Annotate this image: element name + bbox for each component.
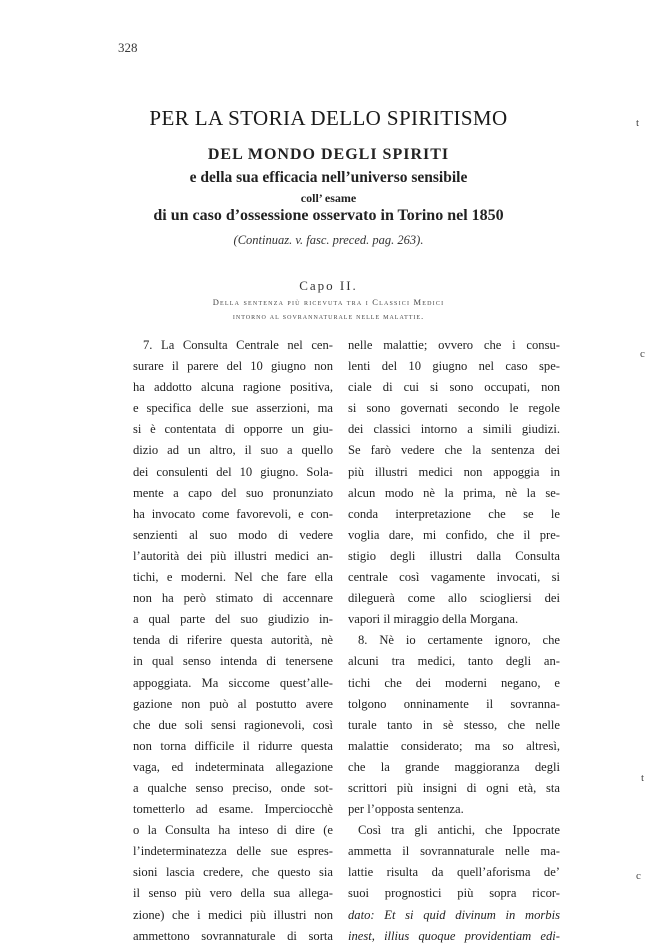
text-line: tenda di riferire questa autorità, nè xyxy=(133,633,333,648)
text-line: sioni lascia credere, che questo sia xyxy=(133,865,333,880)
text-line: alcuni tra medici, tanto degli an- xyxy=(348,654,560,669)
text-line: si è contentata di opporre un giu- xyxy=(133,422,333,437)
text-line: inest, illius quoque providentiam edi- xyxy=(348,928,560,943)
text-line: senzienti al suo modo di vedere xyxy=(133,527,333,542)
text-line: più illustri medici non appoggia in xyxy=(348,464,560,479)
text-line: in qual senso intenda di tenersene xyxy=(133,654,333,669)
text-line: per l’opposta sentenza. xyxy=(348,802,464,817)
chapter-heading: Capo II. xyxy=(299,278,358,293)
text-line: vaga, ed indeterminata allegazione xyxy=(133,759,333,774)
text-line: l’autorità dei più illustri medici an- xyxy=(133,548,333,563)
text-line: 8. Nè io certamente ignoro, che xyxy=(358,633,560,648)
text-line: lenti del 10 giugno nel caso spe- xyxy=(348,359,560,374)
margin-mark: c xyxy=(636,870,641,882)
chapter-subheading-2: intorno al sovrannaturale nelle malattie. xyxy=(232,312,425,321)
left-column xyxy=(133,335,333,947)
margin-mark: t xyxy=(641,772,645,784)
page-title: PER LA STORIA DELLO SPIRITISMO xyxy=(149,106,508,130)
text-line: voglia dare, mi confido, che il pre- xyxy=(348,527,560,542)
text-line: appoggiata. Ma siccome quest’alle- xyxy=(133,675,333,690)
text-line: dileguerà come allo sciogliersi dei xyxy=(348,591,560,606)
text-line: vapori il miraggio della Morgana. xyxy=(348,612,519,627)
text-line: ammettono sovrannaturale di sorta xyxy=(133,928,333,943)
text-line: malattie considerato; ma so altresì, xyxy=(348,738,560,753)
text-line: centrale così vagamente invocati, si xyxy=(348,570,560,585)
text-line: l’indeterminatezza delle sue espres- xyxy=(133,844,333,859)
text-line: turale tanto in sè stesso, che nelle xyxy=(348,717,560,732)
text-line: e specifica delle sue asserzioni, ma xyxy=(133,401,333,416)
text-line: conda interpretazione che se le xyxy=(348,506,560,521)
text-line: scrittori più insigni di ogni età, sta xyxy=(348,780,560,795)
text-line: dei classici intorno a simili giudizi. xyxy=(348,422,560,437)
subtitle-2: e della sua efficacia nell’universo sensibile xyxy=(189,169,468,186)
subtitle-3: coll’ esame xyxy=(300,191,357,205)
text-line: dei consulenti del 10 giugno. Sola- xyxy=(133,464,333,479)
text-line: Così tra gli antichi, che Ippocrate xyxy=(358,823,560,838)
continuation-note: (Continuaz. v. fasc. preced. pag. 263). xyxy=(233,233,424,247)
margin-mark: c xyxy=(640,348,645,360)
text-line: nelle malattie; ovvero che i consu- xyxy=(348,338,560,352)
text-line: dizio ad un altro, il suo a quello xyxy=(133,443,333,458)
text-line: tichi che dei moderni negano, e xyxy=(348,675,560,690)
text-line: non ha però stimato di accennare xyxy=(133,591,333,606)
margin-mark: t xyxy=(636,117,640,129)
text-line: alcun modo nè la prima, nè la se- xyxy=(348,485,560,500)
text-line: o la Consulta ha inteso di dire (e xyxy=(133,823,333,838)
text-line: gazione non può al postutto avere xyxy=(133,696,333,711)
text-line: 7. La Consulta Centrale nel cen- xyxy=(143,338,333,352)
subtitle-1: DEL MONDO DEGLI SPIRITI xyxy=(207,146,450,163)
text-line: suoi prognostici più sopra ricor- xyxy=(348,886,560,901)
chapter-subheading-1: Della sentenza più ricevuta tra i Classici Medici xyxy=(212,297,445,307)
text-line: tometterlo ad esame. Imperciocchè xyxy=(133,802,333,817)
text-line: ha addotto alcuna ragione positiva, xyxy=(133,380,333,395)
text-line: dato: Et si quid divinum in morbis xyxy=(348,907,560,922)
text-line: ammetta il sovrannaturale nelle ma- xyxy=(348,844,560,859)
text-line: a qual parte del suo giudizio in- xyxy=(133,612,333,627)
text-line: il senso più vero della sua allega- xyxy=(133,886,333,901)
text-line: ciale di cui si sono occupati, non xyxy=(348,380,560,395)
text-line: non torna difficile il ridurre questa xyxy=(133,738,333,753)
text-line: surare il parere del 10 giugno non xyxy=(133,359,333,374)
text-line: ha invocato come favorevoli, e con- xyxy=(133,506,333,521)
text-line: a qualche senso preciso, onde sot- xyxy=(133,780,333,795)
text-line: Se farò vedere che la sentenza dei xyxy=(348,443,560,458)
text-line: stigio degli illustri dalla Consulta xyxy=(348,548,560,563)
right-column xyxy=(348,335,560,947)
text-line: lattie risulta da quell’aforisma de’ xyxy=(348,865,560,880)
subtitle-4: di un caso d’ossessione osservato in Torino nel 1850 xyxy=(153,207,504,224)
text-line: che due soli sensi ragionevoli, così xyxy=(133,717,333,732)
text-line: si sono governati secondo le regole xyxy=(348,401,560,416)
text-line: che la grande maggioranza degli xyxy=(348,759,560,774)
text-line: zione) che i medici più illustri non xyxy=(133,907,333,922)
page-number: 328 xyxy=(118,40,138,55)
text-line: tolgono onninamente il sovranna- xyxy=(348,696,560,711)
text-line: mente a capo del suo pronunziato xyxy=(133,485,333,500)
text-line: tichi, e moderni. Nel che fare ella xyxy=(133,570,333,585)
